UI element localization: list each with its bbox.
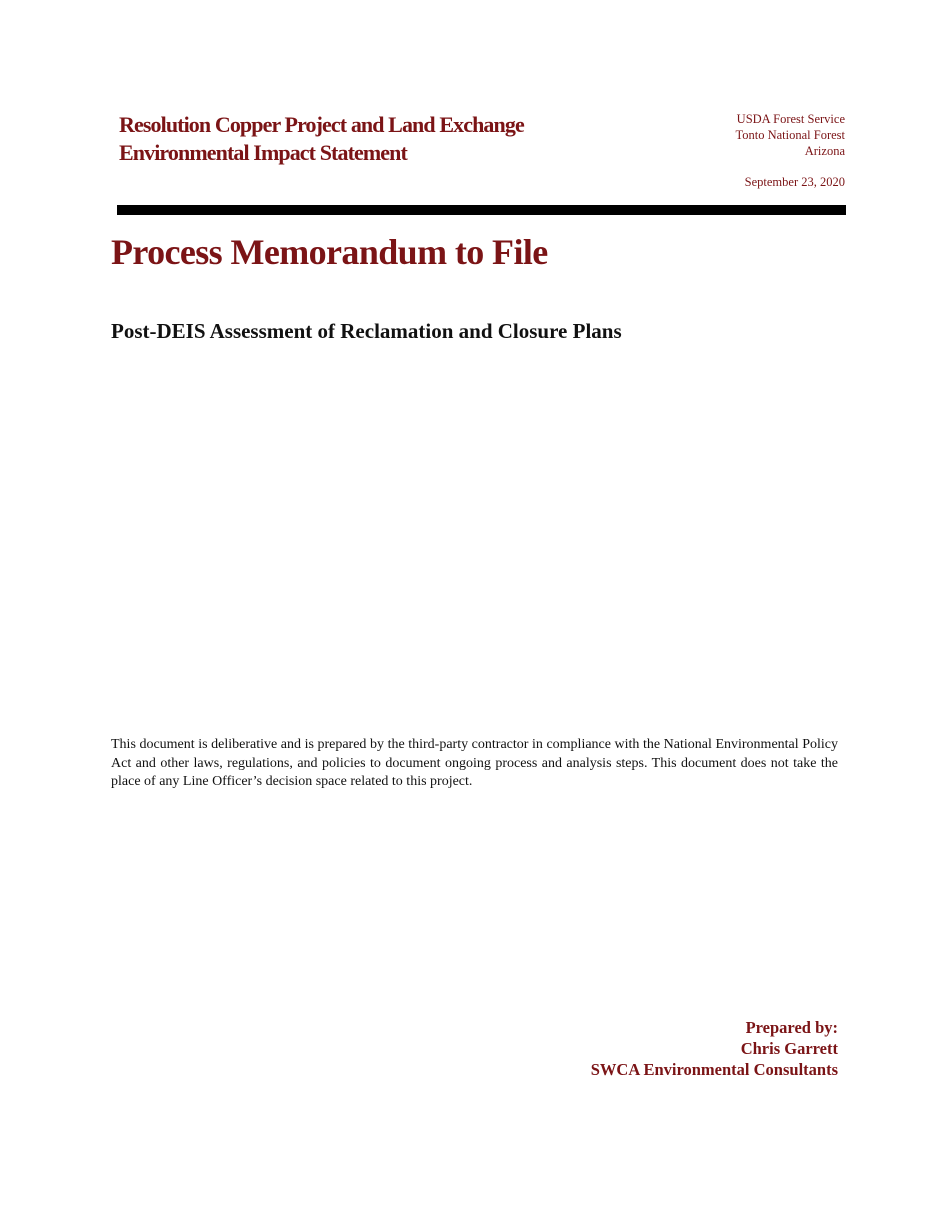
disclaimer-paragraph: This document is deliberative and is prepared by the third-party contractor in compliance with the National Environmental Policy Act and other laws, regulations, and policies to document ongoing process and analysis steps. This document does not take the place of any Line Officer’s decision space related to this project. (111, 737, 838, 789)
memo-subtitle: Post-DEIS Assessment of Reclamation and Closure Plans (111, 319, 622, 343)
author-name: Chris Garrett (740, 1039, 838, 1058)
project-title (119, 111, 524, 167)
memo-title: Process Memorandum to File (111, 232, 548, 272)
project-title-line-2: Environmental Impact Statement (119, 140, 407, 165)
state-name: Arizona (804, 144, 845, 158)
agency-block (735, 111, 845, 159)
prepared-by-label: Prepared by: (745, 1018, 838, 1037)
prepared-by-block (591, 1017, 838, 1080)
agency-name: USDA Forest Service (736, 112, 845, 126)
forest-name: Tonto National Forest (735, 128, 845, 142)
project-title-line-1: Resolution Copper Project and Land Exchange (119, 112, 524, 137)
document-date: September 23, 2020 (744, 175, 845, 189)
header-divider (117, 205, 846, 215)
organization-name: SWCA Environmental Consultants (590, 1060, 838, 1079)
